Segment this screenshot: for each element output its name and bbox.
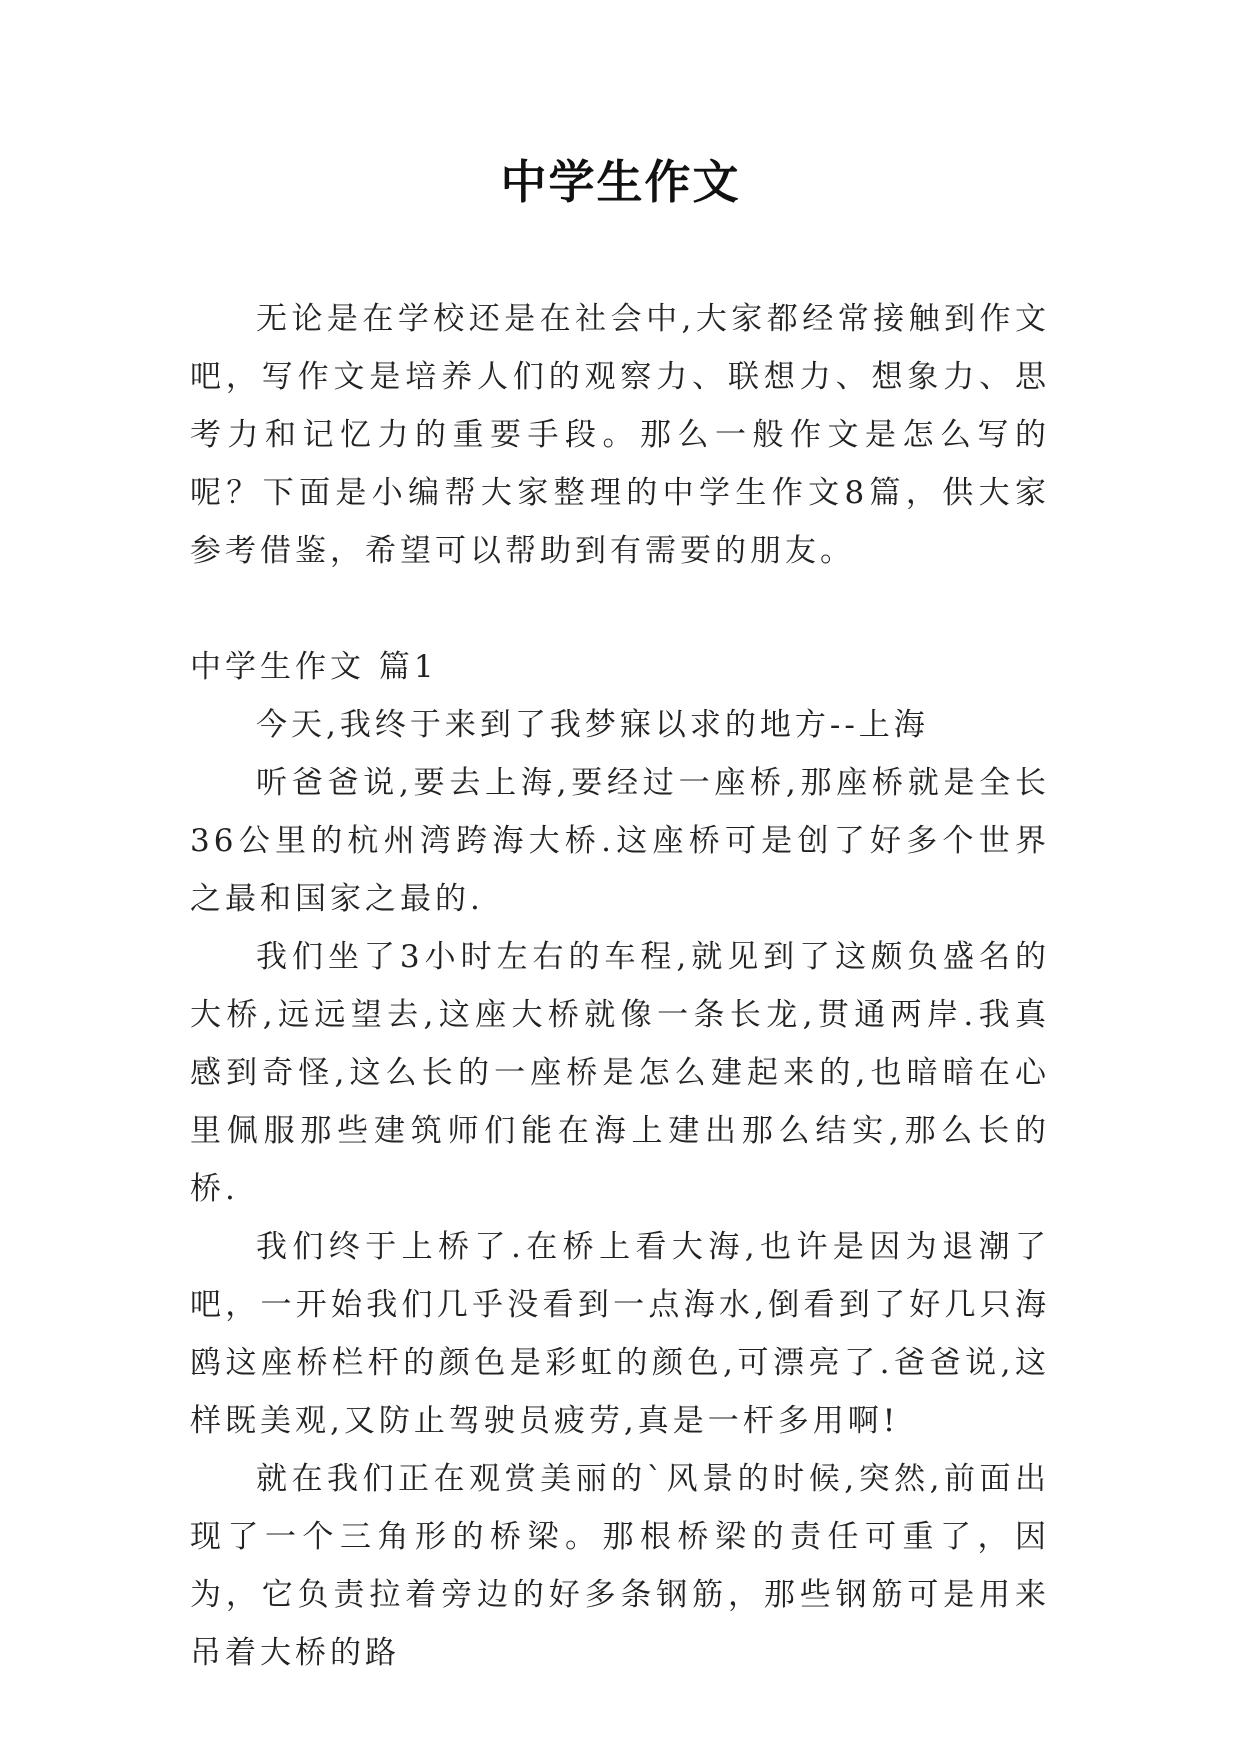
body-paragraph: 我们终于上桥了.在桥上看大海,也许是因为退潮了吧，一开始我们几乎没看到一点海水,倒看到了好几只海鸥这座桥栏杆的颜色是彩虹的颜色,可漂亮了.爸爸说,这样既美观,又防止驾驶员疲劳,真是一杆多用啊! <box>190 1229 1050 1439</box>
body-paragraph: 我们坐了3小时左右的车程,就见到了这颇负盛名的大桥,远远望去,这座大桥就像一条长龙,贯通两岸.我真感到奇怪,这么长的一座桥是怎么建起来的,也暗暗在心里佩服那些建筑师们能在海上建出那么结实,那么长的桥. <box>190 939 1050 1207</box>
body-paragraph: 听爸爸说,要去上海,要经过一座桥,那座桥就是全长36公里的杭州湾跨海大桥.这座桥可是创了好多个世界之最和国家之最的. <box>190 765 1050 917</box>
body-paragraph: 就在我们正在观赏美丽的`风景的时候,突然,前面出现了一个三角形的桥梁。那根桥梁的责任可重了，因为，它负责拉着旁边的好多条钢筋，那些钢筋可是用来吊着大桥的路 <box>190 1461 1050 1671</box>
document-body <box>190 290 1050 1682</box>
document-title: 中学生作文 <box>500 155 741 209</box>
body-paragraph: 今天,我终于来到了我梦寐以求的地方--上海 <box>256 707 929 743</box>
section-heading: 中学生作文 篇1 <box>190 649 438 685</box>
intro-paragraph: 无论是在学校还是在社会中,大家都经常接触到作文吧，写作文是培养人们的观察力、联想力、想象力、思考力和记忆力的重要手段。那么一般作文是怎么写的呢？下面是小编帮大家整理的中学生作文8篇，供大家参考借鉴，希望可以帮助到有需要的朋友。 <box>190 301 1050 569</box>
